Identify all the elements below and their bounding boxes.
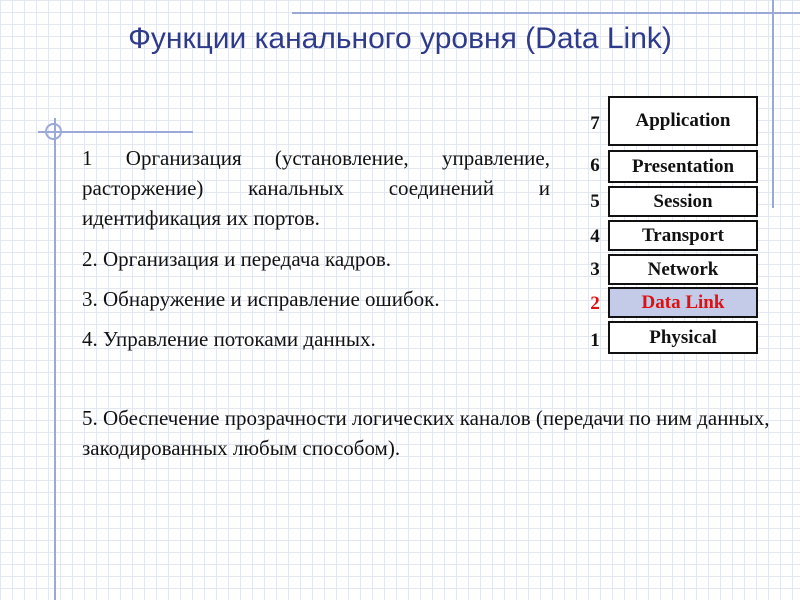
layer-session bbox=[608, 186, 758, 217]
layer-transport bbox=[608, 220, 758, 251]
function-item-4: 4. Управление потоками данных. bbox=[82, 327, 376, 351]
layer-number-6: 6 bbox=[590, 155, 600, 176]
layer-label-physical: Physical bbox=[649, 326, 717, 348]
layer-number-1: 1 bbox=[590, 330, 600, 351]
layer-number-4: 4 bbox=[590, 226, 600, 247]
layer-label-application: Application bbox=[635, 110, 731, 131]
slide-title: Функции канального уровня (Data Link) bbox=[128, 22, 672, 55]
layer-label-network: Network bbox=[647, 258, 719, 280]
layer-number-5: 5 bbox=[590, 191, 600, 212]
function-item-3: 3. Обнаружение и исправление ошибок. bbox=[82, 287, 440, 311]
function-item-2: 2. Организация и передача кадров. bbox=[82, 247, 392, 271]
layer-network bbox=[608, 254, 758, 285]
layer-number-3: 3 bbox=[590, 259, 600, 280]
layer-number-2: 2 bbox=[590, 293, 600, 314]
layer-label-data-link: Data Link bbox=[641, 291, 725, 313]
layer-label-transport: Transport bbox=[642, 224, 724, 246]
function-item-1: 1 Организация (установление, управление, расторжение) канальных соединений и идентификация их портов. bbox=[82, 146, 550, 230]
function-item-5: 5. Обеспечение прозрачности логических каналов (передачи по ним данных, закодированных любым способом). bbox=[82, 406, 770, 460]
decor-top-line bbox=[292, 12, 800, 14]
layer-data-link bbox=[608, 287, 758, 318]
layer-number-7: 7 bbox=[590, 113, 600, 134]
decor-left-vline bbox=[54, 118, 56, 600]
decor-circle bbox=[45, 123, 62, 140]
layer-application bbox=[608, 96, 758, 146]
layer-label-session: Session bbox=[653, 190, 713, 212]
layer-label-presentation: Presentation bbox=[631, 155, 735, 177]
layer-presentation bbox=[608, 150, 758, 183]
layer-physical bbox=[608, 321, 758, 354]
